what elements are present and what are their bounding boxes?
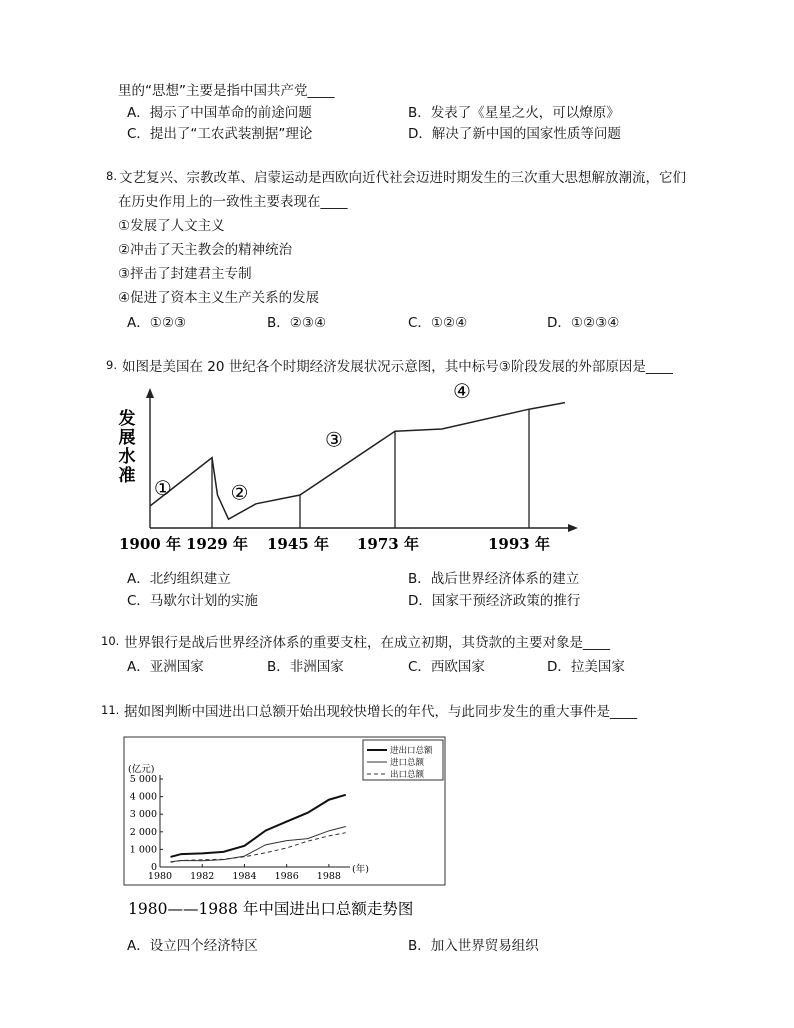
y-axis-arrow	[146, 388, 154, 398]
q9-option-b: B．战后世界经济体系的建立	[408, 571, 580, 587]
y-tick-label: 4 000	[129, 791, 157, 803]
q7-stem-tail: 里的“思想”主要是指中国共产党____	[118, 83, 335, 99]
stage-label: ①	[153, 476, 172, 500]
x-tick-label: 1984	[232, 871, 257, 882]
q11-option-b: B．加入世界贸易组织	[408, 938, 539, 954]
x-axis-arrow	[568, 524, 578, 532]
y-axis-label-char: 展	[118, 428, 136, 448]
q9-option-c: C．马歇尔计划的实施	[127, 593, 258, 609]
q7-option-d: D．解决了新中国的国家性质等问题	[408, 126, 621, 142]
y-unit-label: (亿元)	[128, 764, 155, 775]
q11-stem: 据如图判断中国进出口总额开始出现较快增长的年代，与此同步发生的重大事件是____	[124, 704, 637, 720]
x-tick-label: 1980	[147, 871, 173, 882]
q10-number: 10.	[101, 634, 120, 648]
y-tick-label: 2 000	[129, 826, 157, 838]
x-tick-label: 1900 年	[119, 535, 181, 553]
q8-option-b: B．②③④	[267, 315, 327, 331]
q8-stem-line2: 在历史作用上的一致性主要表现在____	[118, 194, 348, 210]
q9-option-d: D．国家干预经济政策的推行	[408, 593, 581, 609]
y-axis-label-char: 发	[118, 409, 136, 429]
x-tick-label: 1929 年	[186, 535, 248, 553]
q8-item-4: ④促进了资本主义生产关系的发展	[118, 290, 320, 306]
legend-label: 进出口总额	[390, 746, 433, 756]
q8-stem-line1: 文艺复兴、宗教改革、启蒙运动是西欧向近代社会迈进时期发生的三次重大思想解放潮流，它们	[119, 170, 686, 186]
china-trade-chart	[118, 732, 448, 924]
q8-option-d: D．①②③④	[547, 315, 620, 331]
series-line-solid-thick	[171, 795, 346, 857]
q7-option-b: B．发表了《星星之火，可以燎原》	[408, 105, 620, 121]
q8-option-c: C．①②④	[408, 315, 468, 331]
x-tick-label: 1986	[274, 871, 299, 882]
q8-option-a: A．①②③	[127, 315, 187, 331]
q8-item-2: ②冲击了天主教会的精神统治	[118, 242, 293, 258]
q10-option-c: C．西欧国家	[408, 659, 485, 675]
q8-item-3: ③抨击了封建君主专制	[118, 266, 252, 282]
x-tick-label: 1988	[316, 871, 341, 882]
q8-number: 8.	[106, 169, 117, 183]
q11-option-a: A．设立四个经济特区	[127, 938, 258, 954]
x-tick-label: 1993 年	[488, 535, 550, 553]
q10-option-b: B．非洲国家	[267, 659, 344, 675]
us-economy-chart	[112, 378, 582, 556]
y-tick-label: 0	[150, 862, 157, 873]
y-tick-label: 5 000	[129, 774, 157, 785]
stage-label: ②	[230, 480, 249, 505]
y-axis-label-char: 准	[118, 466, 136, 486]
q10-stem: 世界银行是战后世界经济体系的重要支柱，在成立初期，其贷款的主要对象是____	[124, 635, 610, 651]
x-tick-label: 1945 年	[267, 535, 329, 553]
x-tick-label: 1973 年	[357, 535, 419, 553]
q8-item-1: ①发展了人文主义	[118, 218, 225, 234]
q9-option-a: A．北约组织建立	[127, 571, 231, 587]
legend-label: 出口总额	[390, 770, 425, 780]
y-axis-label-char: 水	[118, 447, 136, 467]
q10-option-d: D．拉美国家	[547, 659, 625, 675]
q9-number: 9.	[106, 358, 117, 372]
q7-option-c: C．提出了“工农武装割据”理论	[127, 126, 313, 142]
x-tick-label: 1982	[190, 871, 215, 882]
stage-label: ③	[324, 427, 343, 452]
series-line-solid-thin	[171, 827, 346, 862]
q11-number: 11.	[101, 703, 120, 717]
q7-option-a: A．揭示了中国革命的前途问题	[127, 105, 312, 121]
y-tick-label: 3 000	[129, 809, 157, 821]
y-tick-label: 1 000	[129, 844, 157, 856]
q10-option-a: A．亚洲国家	[127, 659, 204, 675]
q9-stem: 如图是美国在 20 世纪各个时期经济发展状况示意图，其中标号③阶段发展的外部原因是____	[122, 359, 673, 375]
x-unit-label: (年)	[352, 864, 369, 875]
legend-label: 进口总额	[390, 758, 425, 768]
stage-label: ④	[453, 379, 471, 404]
chart-title: 1980——1988 年中国进出口总额走势图	[128, 900, 414, 918]
